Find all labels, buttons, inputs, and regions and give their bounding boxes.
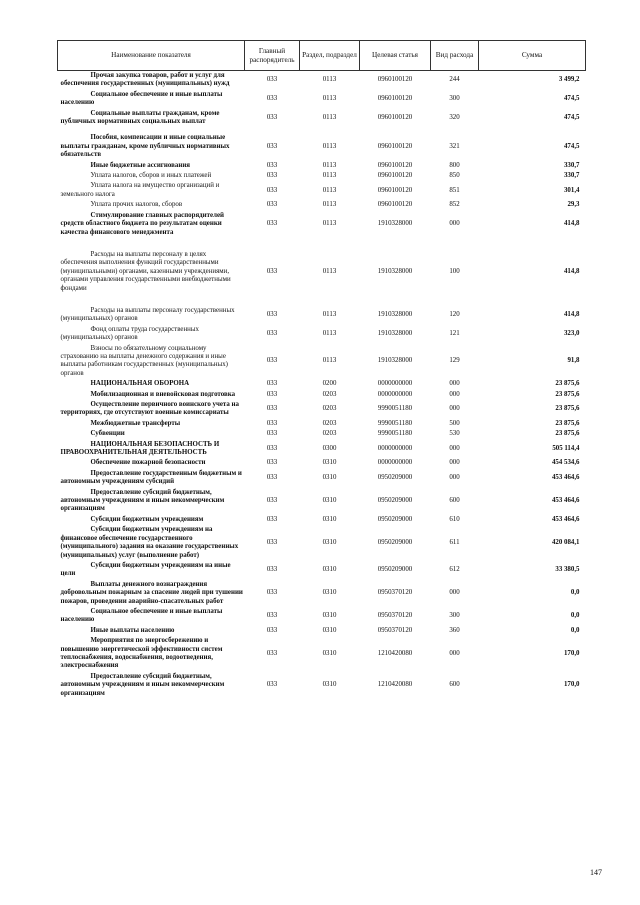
expense-type-cell: 610 — [449, 515, 460, 523]
main-manager-cell: 033 — [266, 405, 278, 413]
main-manager-cell: 033 — [266, 161, 278, 169]
table-row — [58, 90, 586, 109]
indicator-name-cell — [58, 171, 245, 181]
amount-cell: 474,5 — [563, 142, 580, 150]
section-cell: 0113 — [322, 201, 337, 209]
section-cell: 0113 — [322, 220, 337, 228]
section-cell: 0113 — [322, 113, 337, 121]
main-manager-cell: 033 — [266, 311, 278, 319]
indicator-name-cell — [58, 400, 245, 419]
main-manager-cell: 033 — [266, 430, 278, 438]
section-cell: 0310 — [322, 566, 337, 574]
indicator-name-cell — [58, 419, 245, 429]
section-cell: 0113 — [322, 76, 337, 84]
main-manager-cell: 033 — [266, 267, 278, 275]
table-row — [58, 71, 586, 90]
indicator-name-text: НАЦИОНАЛЬНАЯ БЕЗОПАСНОСТЬ И ПРАВООХРАНИТЕЛЬНАЯ ДЕЯТЕЛЬНОСТЬ — [60, 440, 220, 457]
header-amount: Сумма — [479, 41, 586, 71]
expense-type-cell: 530 — [449, 430, 460, 438]
table-row — [58, 109, 586, 128]
amount-cell: 330,7 — [563, 172, 580, 180]
table-row — [58, 200, 586, 210]
amount-cell: 420 084,1 — [551, 538, 580, 546]
target-item-cell: 0000000000 — [377, 380, 413, 388]
main-manager-cell: 033 — [266, 113, 278, 121]
header-expense-type: Вид расхода — [431, 41, 479, 71]
section-cell: 0310 — [322, 649, 337, 657]
indicator-name-text: Субсидии бюджетным учреждениям — [90, 515, 204, 523]
expense-type-cell: 320 — [449, 113, 460, 121]
indicator-name-text: Расходы на выплаты персоналу государственных (муниципальных) органов — [60, 306, 235, 323]
amount-cell: 23 875,6 — [555, 405, 580, 413]
expense-type-cell: 000 — [449, 589, 460, 597]
indicator-name-text: Иные выплаты населению — [90, 626, 175, 634]
main-manager-cell: 033 — [266, 474, 278, 482]
target-item-cell: 1210420080 — [377, 649, 413, 657]
expense-type-cell: 000 — [449, 380, 460, 388]
section-cell: 0310 — [322, 497, 337, 505]
amount-cell: 23 875,6 — [555, 430, 580, 438]
table-row — [58, 636, 586, 672]
expense-type-cell: 600 — [449, 681, 460, 689]
target-item-cell: 0950209000 — [377, 515, 413, 523]
indicator-name-cell — [58, 636, 245, 672]
amount-cell: 0,0 — [570, 626, 580, 634]
expense-type-cell: 852 — [449, 201, 460, 209]
table-row — [58, 161, 586, 171]
target-item-cell: 0000000000 — [377, 390, 413, 398]
amount-cell: 170,0 — [563, 681, 580, 689]
expense-type-cell: 360 — [449, 626, 460, 634]
amount-cell: 23 875,6 — [555, 419, 580, 427]
table-row — [58, 561, 586, 580]
amount-cell: 414,8 — [563, 267, 580, 275]
section-cell: 0113 — [322, 95, 337, 103]
expense-type-cell: 850 — [449, 172, 460, 180]
target-item-cell: 9990051180 — [377, 430, 413, 438]
amount-cell: 91,8 — [567, 357, 580, 365]
section-cell: 0113 — [322, 172, 337, 180]
target-item-cell: 0960100120 — [377, 186, 413, 194]
indicator-name-cell — [58, 250, 245, 294]
target-item-cell: 0950209000 — [377, 566, 413, 574]
indicator-name-text: Предоставление субсидий бюджетным, автономным учреждениям и иным некоммерческим организациям — [60, 672, 225, 697]
indicator-name-text: Уплата прочих налогов, сборов — [90, 201, 183, 209]
main-manager-cell: 033 — [266, 612, 278, 620]
indicator-name-text: Уплата налогов, сборов и иных платежей — [90, 172, 212, 180]
amount-cell: 414,8 — [563, 311, 580, 319]
indicator-name-text: Прочая закупка товаров, работ и услуг для обеспечения государственных (муниципальных) нужд — [60, 72, 230, 88]
amount-cell: 301,4 — [563, 186, 580, 194]
table-body — [58, 71, 586, 700]
expense-type-cell: 000 — [449, 405, 460, 413]
main-manager-cell: 033 — [266, 220, 278, 228]
indicator-name-cell — [58, 133, 245, 160]
expense-type-cell: 300 — [449, 612, 460, 620]
main-manager-cell: 033 — [266, 201, 278, 209]
target-item-cell: 0960100120 — [377, 76, 413, 84]
amount-cell: 330,7 — [563, 161, 580, 169]
indicator-name-text: Субсидии бюджетным учреждениям на финансовое обеспечение государственного (муниципального) задания на оказание государственных (муниципальных) услуг (выполнение работ) — [60, 526, 239, 559]
indicator-name-cell — [58, 458, 245, 468]
section-cell: 0310 — [322, 459, 337, 467]
table-row — [58, 626, 586, 636]
indicator-name-cell — [58, 580, 245, 607]
table-row — [58, 488, 586, 515]
indicator-name-cell — [58, 379, 245, 389]
table-row — [58, 181, 586, 200]
expense-type-cell: 000 — [449, 474, 460, 482]
indicator-name-text: Субсидии бюджетным учреждениям на иные цели — [60, 561, 231, 578]
expense-type-cell: 500 — [449, 419, 460, 427]
expense-type-cell: 000 — [449, 444, 460, 452]
main-manager-cell: 033 — [266, 172, 278, 180]
indicator-name-cell — [58, 325, 245, 344]
expense-type-cell: 120 — [449, 311, 460, 319]
indicator-name-text: Предоставление государственным бюджетным и автономным учреждениям субсидий — [60, 469, 242, 486]
amount-cell: 454 534,6 — [551, 459, 580, 467]
indicator-name-text: Уплата налога на имущество организаций и земельного налога — [60, 182, 220, 198]
main-manager-cell: 033 — [266, 357, 278, 365]
expense-type-cell: 600 — [449, 497, 460, 505]
section-cell: 0203 — [322, 390, 337, 398]
indicator-name-cell — [58, 525, 245, 561]
table-row — [58, 429, 586, 439]
indicator-name-cell — [58, 488, 245, 515]
table-row — [58, 390, 586, 400]
indicator-name-text: Межбюджетные трансферты — [90, 419, 181, 427]
target-item-cell: 1910328000 — [377, 220, 413, 228]
table-row — [58, 607, 586, 626]
budget-table-page — [57, 40, 585, 699]
indicator-name-cell — [58, 109, 245, 128]
indicator-name-text: Обеспечение пожарной безопасности — [90, 459, 206, 467]
section-cell: 0310 — [322, 626, 337, 634]
main-manager-cell: 033 — [266, 589, 278, 597]
main-manager-cell: 033 — [266, 459, 278, 467]
amount-cell: 323,0 — [563, 329, 580, 337]
target-item-cell: 1910328000 — [377, 267, 413, 275]
main-manager-cell: 033 — [266, 566, 278, 574]
target-item-cell: 0960100120 — [377, 142, 413, 150]
table-row — [58, 379, 586, 389]
section-cell: 0203 — [322, 419, 337, 427]
section-cell: 0310 — [322, 515, 337, 523]
indicator-name-cell — [58, 561, 245, 580]
main-manager-cell: 033 — [266, 649, 278, 657]
table-row — [58, 250, 586, 294]
target-item-cell: 0960100120 — [377, 172, 413, 180]
indicator-name-cell — [58, 626, 245, 636]
indicator-name-cell — [58, 672, 245, 699]
amount-cell: 0,0 — [570, 589, 580, 597]
indicator-name-text: Социальное обеспечение и иные выплаты населению — [60, 607, 223, 624]
section-cell: 0310 — [322, 612, 337, 620]
table-row — [58, 672, 586, 699]
expense-type-cell: 800 — [449, 161, 460, 169]
section-cell: 0113 — [322, 161, 337, 169]
header-indicator-name: Наименование показателя — [58, 41, 245, 71]
target-item-cell: 1910328000 — [377, 329, 413, 337]
table-row — [58, 458, 586, 468]
section-cell: 0203 — [322, 430, 337, 438]
header-target-item: Целевая статья — [360, 41, 431, 71]
main-manager-cell: 033 — [266, 380, 278, 388]
section-cell: 0113 — [322, 186, 337, 194]
expense-type-cell: 851 — [449, 186, 460, 194]
amount-cell: 0,0 — [570, 612, 580, 620]
header-section: Раздел, подраздел — [300, 41, 360, 71]
target-item-cell: 0950209000 — [377, 497, 413, 505]
indicator-name-cell — [58, 515, 245, 525]
indicator-name-text: Расходы на выплаты персоналу в целях обеспечения выполнения функций государственными (муниципальными) органами, казенными учреждениями, органами управления государственными внебюджетными фондами — [60, 250, 231, 292]
expense-type-cell: 611 — [449, 538, 460, 546]
target-item-cell: 0950370120 — [377, 626, 413, 634]
indicator-name-cell — [58, 200, 245, 210]
expense-type-cell: 244 — [449, 76, 460, 84]
amount-cell: 474,5 — [563, 95, 580, 103]
main-manager-cell: 033 — [266, 95, 278, 103]
target-item-cell: 1910328000 — [377, 357, 413, 365]
section-cell: 0300 — [322, 444, 337, 452]
table-row — [58, 171, 586, 181]
section-cell: 0113 — [322, 142, 337, 150]
amount-cell: 23 875,6 — [555, 390, 580, 398]
indicator-name-text: Иные бюджетные ассигнования — [90, 161, 191, 169]
indicator-name-cell — [58, 90, 245, 109]
table-row — [58, 400, 586, 419]
section-cell: 0113 — [322, 329, 337, 337]
table-row — [58, 525, 586, 561]
amount-cell: 505 114,4 — [552, 444, 580, 452]
expense-type-cell: 000 — [449, 459, 460, 467]
indicator-name-cell — [58, 440, 245, 459]
target-item-cell: 0000000000 — [377, 444, 413, 452]
expense-type-cell: 000 — [449, 220, 460, 228]
indicator-name-text: Социальное обеспечение и иные выплаты населению — [60, 90, 223, 107]
section-cell: 0113 — [322, 357, 337, 365]
section-cell: 0113 — [322, 267, 337, 275]
target-item-cell: 0950370120 — [377, 589, 413, 597]
indicator-name-text: Мобилизационная и вневойсковая подготовка — [90, 390, 236, 398]
expense-type-cell: 612 — [449, 566, 460, 574]
main-manager-cell: 033 — [266, 186, 278, 194]
table-row — [58, 325, 586, 344]
indicator-name-cell — [58, 161, 245, 171]
table-row — [58, 419, 586, 429]
target-item-cell: 1910328000 — [377, 311, 413, 319]
table-row — [58, 440, 586, 459]
indicator-name-cell — [58, 211, 245, 238]
section-cell: 0203 — [322, 405, 337, 413]
table-header — [58, 41, 586, 71]
indicator-name-text: Субвенции — [90, 430, 125, 438]
expense-type-cell: 129 — [449, 357, 460, 365]
target-item-cell: 9990051180 — [377, 405, 413, 413]
indicator-name-text: Фонд оплаты труда государственных (муниципальных) органов — [60, 325, 199, 342]
budget-table — [57, 40, 586, 699]
table-row — [58, 344, 586, 380]
amount-cell: 23 875,6 — [555, 380, 580, 388]
amount-cell: 29,3 — [567, 201, 580, 209]
main-manager-cell: 033 — [266, 681, 278, 689]
expense-type-cell: 321 — [449, 142, 460, 150]
target-item-cell: 0960100120 — [377, 113, 413, 121]
expense-type-cell: 000 — [449, 390, 460, 398]
section-cell: 0310 — [322, 474, 337, 482]
target-item-cell: 0000000000 — [377, 459, 413, 467]
section-cell: 0310 — [322, 681, 337, 689]
table-row — [58, 580, 586, 607]
indicator-name-cell — [58, 181, 245, 200]
indicator-name-text: Социальные выплаты гражданам, кроме публичных нормативных социальных выплат — [60, 109, 220, 126]
section-cell: 0200 — [322, 380, 337, 388]
amount-cell: 453 464,6 — [551, 515, 580, 523]
indicator-name-text: Выплаты денежного вознаграждения добровольным пожарным за спасение людей при тушении пожаров, проведении аварийно-спасательных работ — [60, 580, 243, 605]
section-cell: 0310 — [322, 538, 337, 546]
amount-cell: 33 380,5 — [555, 566, 580, 574]
indicator-name-text: Пособия, компенсации и иные социальные выплаты гражданам, кроме публичных нормативных обязательств — [60, 134, 230, 159]
main-manager-cell: 033 — [266, 419, 278, 427]
main-manager-cell: 033 — [266, 497, 278, 505]
indicator-name-text: Взносы по обязательному социальному страхованию на выплаты денежного содержания и иные выплаты работникам государственных (муниципальных) органов — [60, 344, 228, 377]
section-cell: 0113 — [322, 311, 337, 319]
expense-type-cell: 100 — [449, 267, 460, 275]
main-manager-cell: 033 — [266, 626, 278, 634]
indicator-name-text: Предоставление субсидий бюджетным, автономным учреждениям и иным некоммерческим организациям — [60, 488, 225, 513]
section-cell: 0310 — [322, 589, 337, 597]
amount-cell: 453 464,6 — [551, 497, 580, 505]
main-manager-cell: 033 — [266, 142, 278, 150]
target-item-cell: 0950209000 — [377, 474, 413, 482]
amount-cell: 474,5 — [563, 113, 580, 121]
indicator-name-text: НАЦИОНАЛЬНАЯ ОБОРОНА — [90, 380, 190, 388]
table-row — [58, 133, 586, 160]
table-row — [58, 306, 586, 325]
target-item-cell: 0950209000 — [377, 538, 413, 546]
indicator-name-cell — [58, 306, 245, 325]
indicator-name-cell — [58, 390, 245, 400]
header-main-manager: Главный распорядитель — [245, 41, 300, 71]
main-manager-cell: 033 — [266, 329, 278, 337]
table-row — [58, 211, 586, 238]
target-item-cell: 0960100120 — [377, 201, 413, 209]
amount-cell: 3 499,2 — [558, 76, 580, 84]
indicator-name-cell — [58, 71, 245, 90]
main-manager-cell: 033 — [266, 538, 278, 546]
target-item-cell: 9990051180 — [377, 419, 413, 427]
indicator-name-cell — [58, 607, 245, 626]
expense-type-cell: 000 — [449, 649, 460, 657]
indicator-name-text: Мероприятия по энергосбережению и повышению энергетической эффективности систем теплоснабжения, водоснабжения, водоотведения, электроснабжения — [60, 637, 223, 670]
indicator-name-cell — [58, 469, 245, 488]
main-manager-cell: 033 — [266, 76, 278, 84]
indicator-name-cell — [58, 344, 245, 380]
amount-cell: 414,8 — [563, 220, 580, 228]
indicator-name-cell — [58, 429, 245, 439]
main-manager-cell: 033 — [266, 390, 278, 398]
target-item-cell: 0960100120 — [377, 161, 413, 169]
table-row — [58, 515, 586, 525]
table-row — [58, 469, 586, 488]
indicator-name-text: Осуществление первичного воинского учета на территориях, где отсутствуют военные комиссариаты — [60, 401, 239, 417]
target-item-cell: 1210420080 — [377, 681, 413, 689]
target-item-cell: 0960100120 — [377, 95, 413, 103]
main-manager-cell: 033 — [266, 515, 278, 523]
expense-type-cell: 121 — [449, 329, 460, 337]
target-item-cell: 0950370120 — [377, 612, 413, 620]
expense-type-cell: 300 — [449, 95, 460, 103]
amount-cell: 453 464,6 — [551, 474, 580, 482]
main-manager-cell: 033 — [266, 444, 278, 452]
indicator-name-text: Стимулирование главных распорядителей средств областного бюджета по результатам оценки качества финансового менеджмента — [60, 211, 224, 236]
page-number: 147 — [590, 868, 602, 877]
amount-cell: 170,0 — [563, 649, 580, 657]
